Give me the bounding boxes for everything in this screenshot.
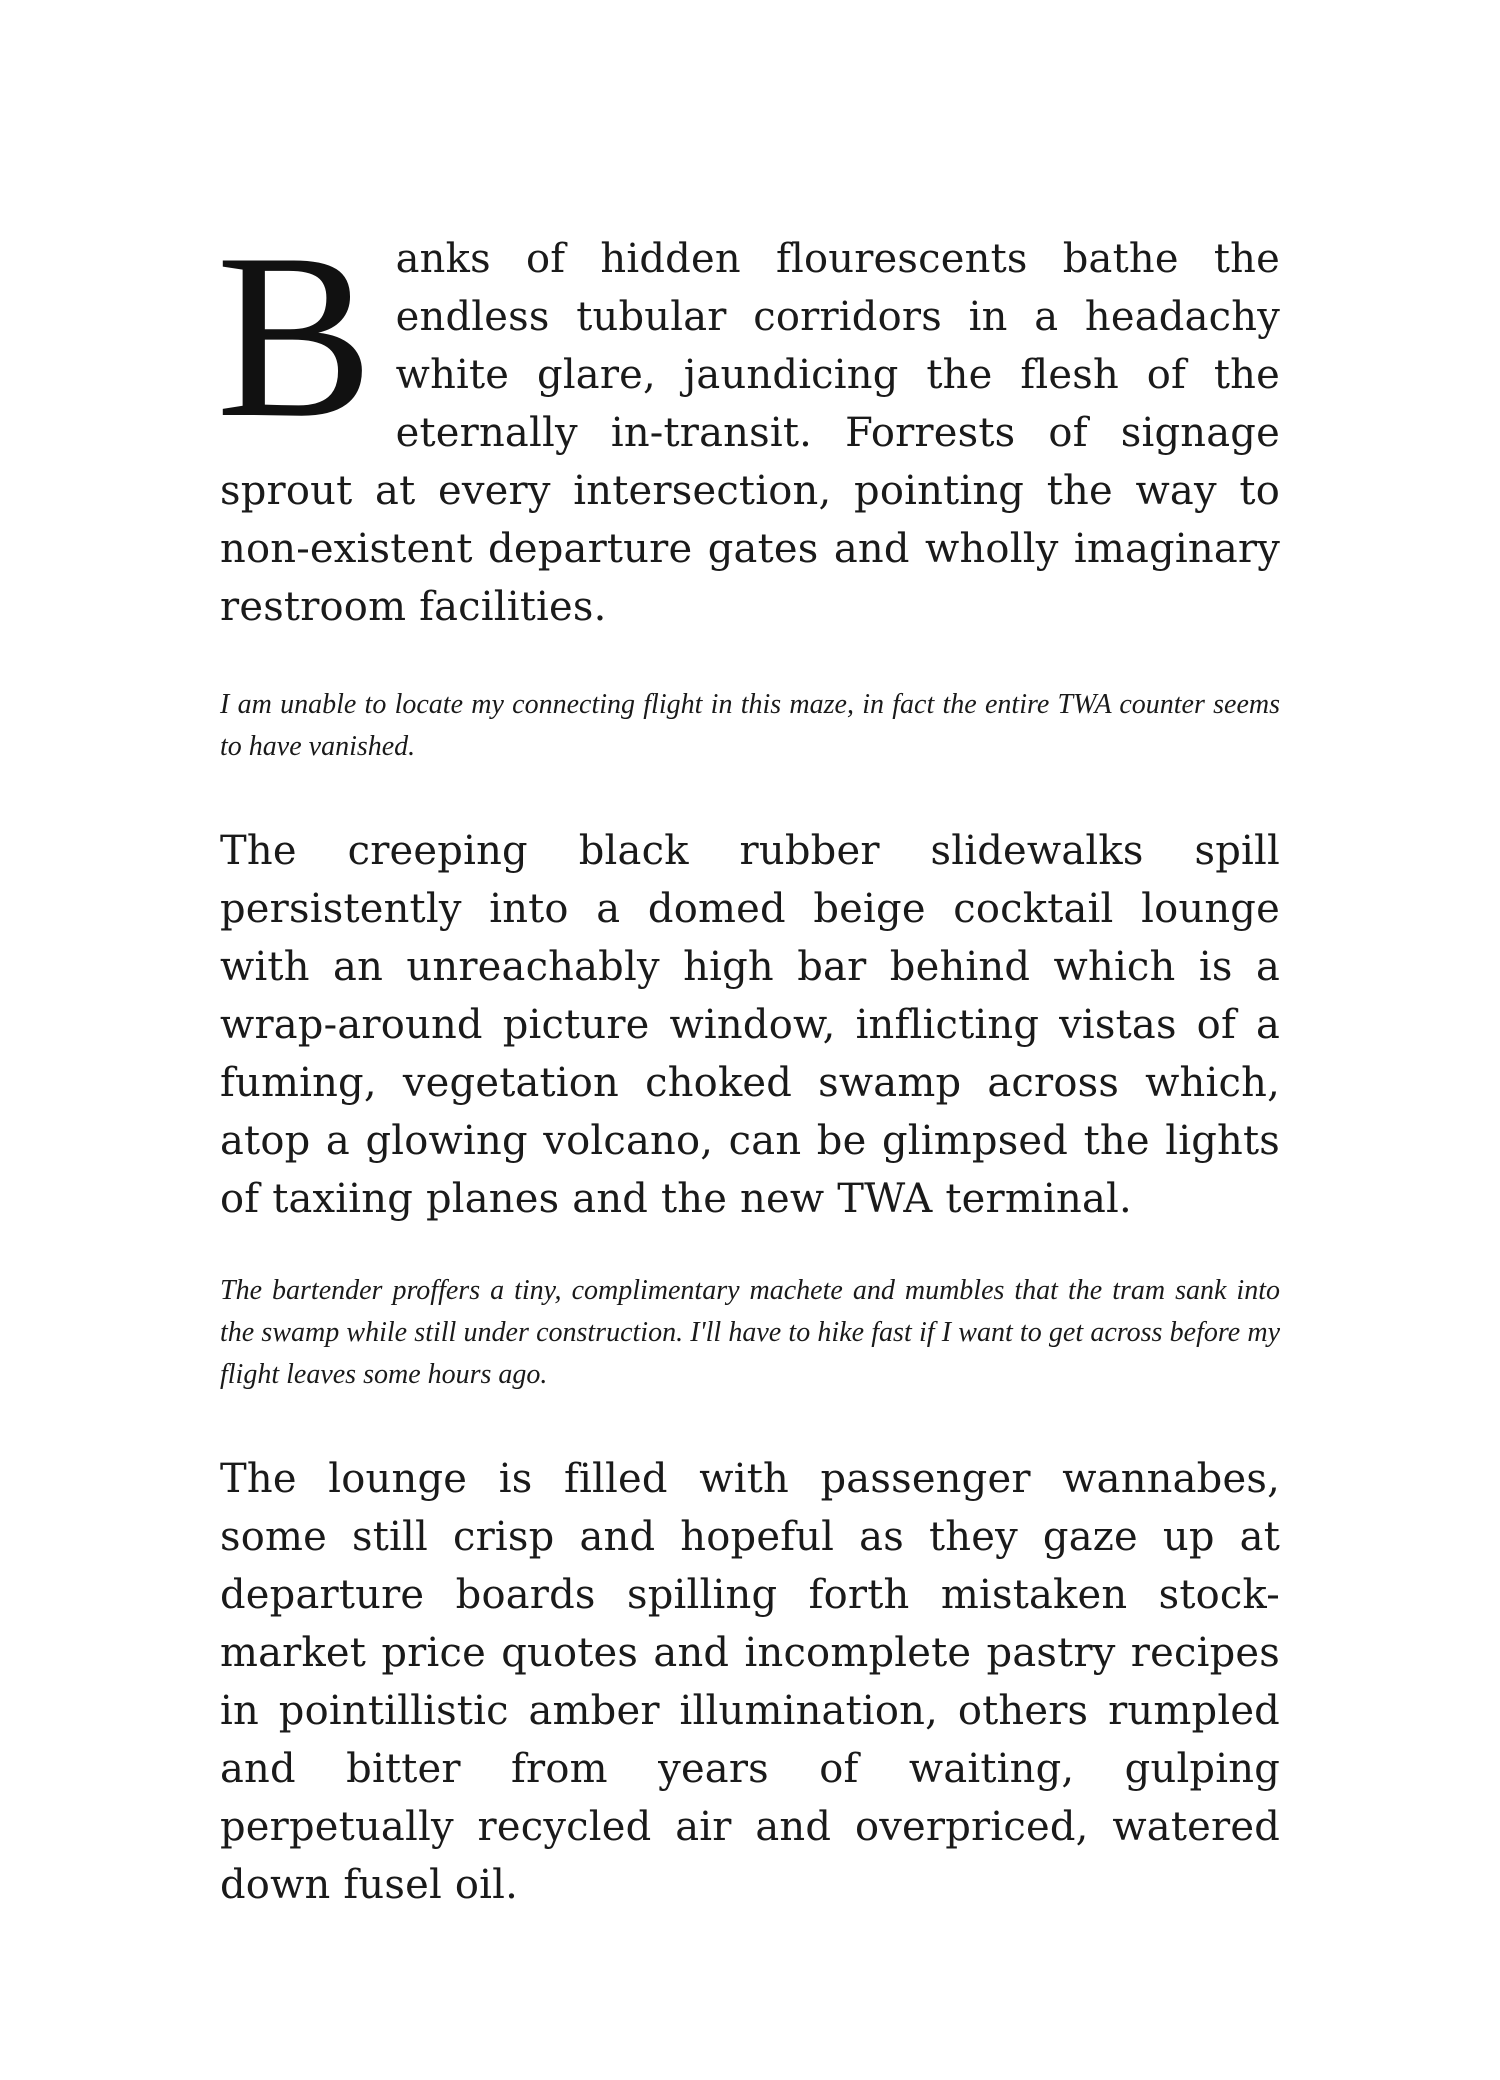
text-column [216, 206, 1280, 1914]
second-paragraph: The creeping black rubber slidewalks spill persistently into a domed beige cocktail lounge with an unreachably high bar behind which is a wrap-around picture window, inflicting vistas of a fuming, vegetation choked swamp across which, atop a glowing volcano, can be glimpsed the lights of taxiing planes and the new TWA terminal. [220, 828, 1280, 1222]
italic-aside-2: The bartender proffers a tiny, complimentary machete and mumbles that the tram sank into the swamp while still under construction. I'll have to hike fast if I want to get across before my flight leaves some hours ago. [220, 1275, 1280, 1390]
italic-aside-1: I am unable to locate my connecting flight in this maze, in fact the entire TWA counter seems to have vanished. [220, 689, 1280, 762]
third-paragraph: The lounge is filled with passenger wannabes, some still crisp and hopeful as they gaze up at departure boards spilling forth mistaken stock-market price quotes and incomplete pastry recipes in pointillistic amber illumination, others rumpled and bitter from years of waiting, gulping perpetually recycled air and overpriced, watered down fusel oil. [220, 1456, 1280, 1908]
drop-cap: B [216, 206, 374, 467]
opening-paragraph-text: anks of hidden flourescents bathe the endless tubular corridors in a headachy white glare, jaundicing the flesh of the eternally in-transit. Forrests of signage sprout at every intersection, pointing the way to non-existent departure gates and wholly imaginary restroom facilities. [220, 236, 1280, 630]
opening-paragraph [216, 206, 1280, 636]
